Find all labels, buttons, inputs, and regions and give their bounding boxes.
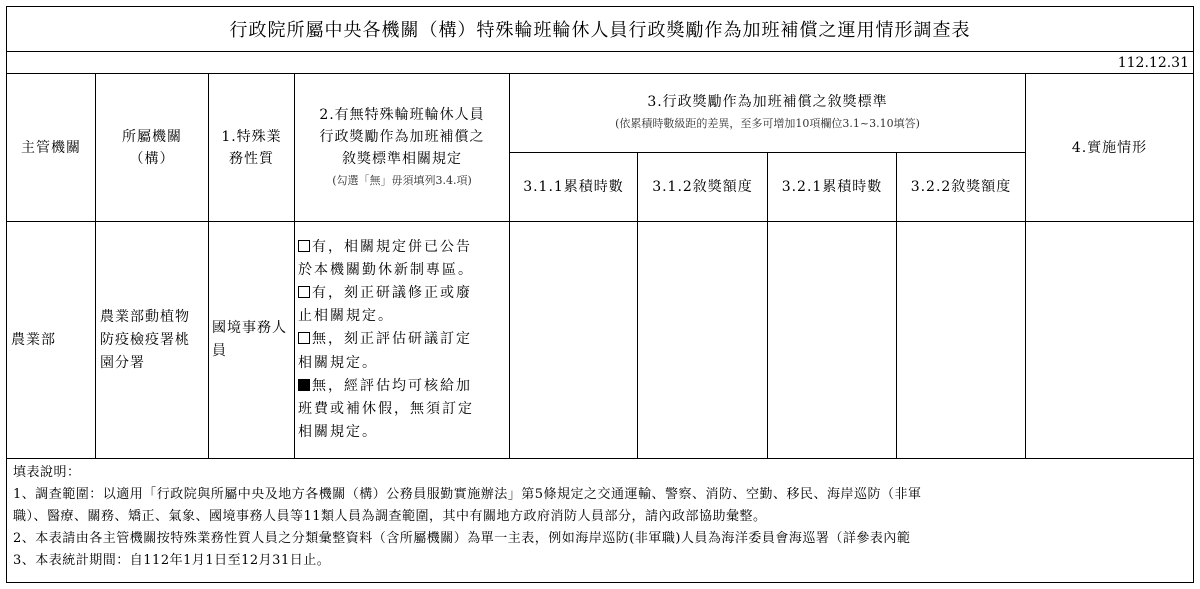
rule-option-text: 止相關規定。 (298, 308, 394, 325)
rule-option-list (298, 236, 506, 445)
checked-checkbox[interactable] (298, 379, 310, 391)
header-sub-agency-line1: 所屬機關 (122, 128, 182, 145)
rule-option (298, 328, 506, 374)
header-sub-agency-line2: （構） (129, 150, 175, 167)
filling-instructions (13, 462, 1191, 572)
notes-line-2: 職）、醫療、關務、矯正、氣象、國境事務人員等11類人員為調查範圍，其中有關地方政府消防人員部分，請內政部協助彙整。 (13, 509, 767, 524)
header-3-2-2: 3.2.2敘獎額度 (910, 179, 1012, 195)
rule-option-text: 有，相關規定併已公告 (312, 238, 472, 255)
header-main-agency-label: 主管機關 (21, 139, 81, 156)
rule-option-line (298, 305, 506, 328)
header-sub-agency (96, 74, 208, 221)
rule-option-text: 於本機關勤休新制專區。 (298, 261, 474, 278)
cell-3-1-2[interactable] (638, 222, 767, 458)
rule-option-line (298, 375, 506, 398)
checkbox[interactable] (298, 240, 310, 252)
cell-3-2-2[interactable] (897, 222, 1025, 458)
header-duty-line1: 1.特殊業 (221, 128, 282, 145)
header-3-1-1: 3.1.1累積時數 (523, 179, 624, 195)
rule-option-text: 有，刻正研議修正或廢 (312, 284, 472, 301)
rule-option-line (298, 352, 506, 375)
cell-3-2-1[interactable] (768, 222, 896, 458)
header-main-agency (7, 74, 95, 221)
header-standard-title: 3.行政獎勵作為加班補償之敘獎標準 (647, 94, 888, 110)
cell-main-agency: 農業部 (11, 331, 56, 348)
header-standard (510, 74, 1025, 152)
header-standard-hint: (依累積時數級距的差異，至多可增加10項欄位3.1~3.10填答) (615, 117, 920, 130)
report-date: 112.12.31 (1117, 54, 1189, 71)
header-3-1-2: 3.1.2敘獎額度 (652, 179, 753, 195)
header-rule-line1: 2.有無特殊輪班輪休人員 (319, 106, 485, 123)
rule-above-notes (7, 458, 1193, 459)
notes-line-1: 1、調查範圍：以適用「行政院與所屬中央及地方各機關（構）公務員服勤實施辦法」第5條規定之交通運輸、警察、消防、空勤、移民、海岸巡防（非軍 (13, 487, 922, 502)
header-implementation: 4.實施情形 (1071, 139, 1148, 156)
header-rule (295, 74, 509, 221)
rule-option (298, 282, 506, 328)
header-rule-line3: 敘獎標準相關規定 (342, 150, 462, 167)
rule-option-text: 相關規定。 (298, 424, 378, 441)
rule-option (298, 375, 506, 445)
rule-option-line (298, 328, 506, 351)
rule-option-line (298, 398, 506, 421)
rule-option-line (298, 421, 506, 444)
checkbox[interactable] (298, 286, 310, 298)
cell-rule-options (298, 222, 509, 458)
header-duty (209, 74, 294, 221)
cell-duty-text: 國境事務人員 (212, 320, 287, 359)
header-3-2-1: 3.2.1累積時數 (781, 179, 883, 195)
header-rule-hint: (勾選「無」毋須填列3.4.項) (332, 173, 472, 187)
cell-3-1-1[interactable] (510, 222, 637, 458)
rule-option-text: 班費或補休假，無須訂定 (298, 401, 474, 417)
notes-line-4: 3、本表統計期間：自112年1月1日至12月31日止。 (13, 553, 331, 568)
rule-option (298, 236, 506, 282)
survey-table (6, 6, 1194, 583)
checkbox[interactable] (298, 332, 310, 344)
notes-heading: 填表說明： (13, 465, 81, 480)
rule-option-text: 無，經評估均可核給加 (312, 377, 472, 394)
rule-option-line (298, 282, 506, 305)
cell-sub-agency (100, 222, 204, 458)
cell-implementation[interactable] (1026, 222, 1193, 458)
cell-sub-agency-text: 農業部動植物防疫檢疫署桃園分署 (100, 308, 190, 371)
table-title: 行政院所屬中央各機關（構）特殊輪班輪休人員行政獎勵作為加班補償之運用情形調查表 (229, 20, 971, 41)
rule-option-line (298, 259, 506, 282)
header-rule-line2: 行政獎勵作為加班補償之 (319, 128, 485, 145)
notes-line-3: 2、本表請由各主管機關按特殊業務性質人員之分類彙整資料（含所屬機關）為單一主表，例如海岸巡防(非軍職)人員為海洋委員會海巡署（詳參表內範 (13, 531, 911, 546)
rule-option-text: 相關規定。 (298, 354, 378, 371)
cell-duty (212, 222, 294, 458)
header-duty-line2: 務性質 (229, 150, 274, 167)
rule-option-text: 無，刻正評估研議訂定 (312, 331, 472, 348)
rule-option-line (298, 236, 506, 259)
